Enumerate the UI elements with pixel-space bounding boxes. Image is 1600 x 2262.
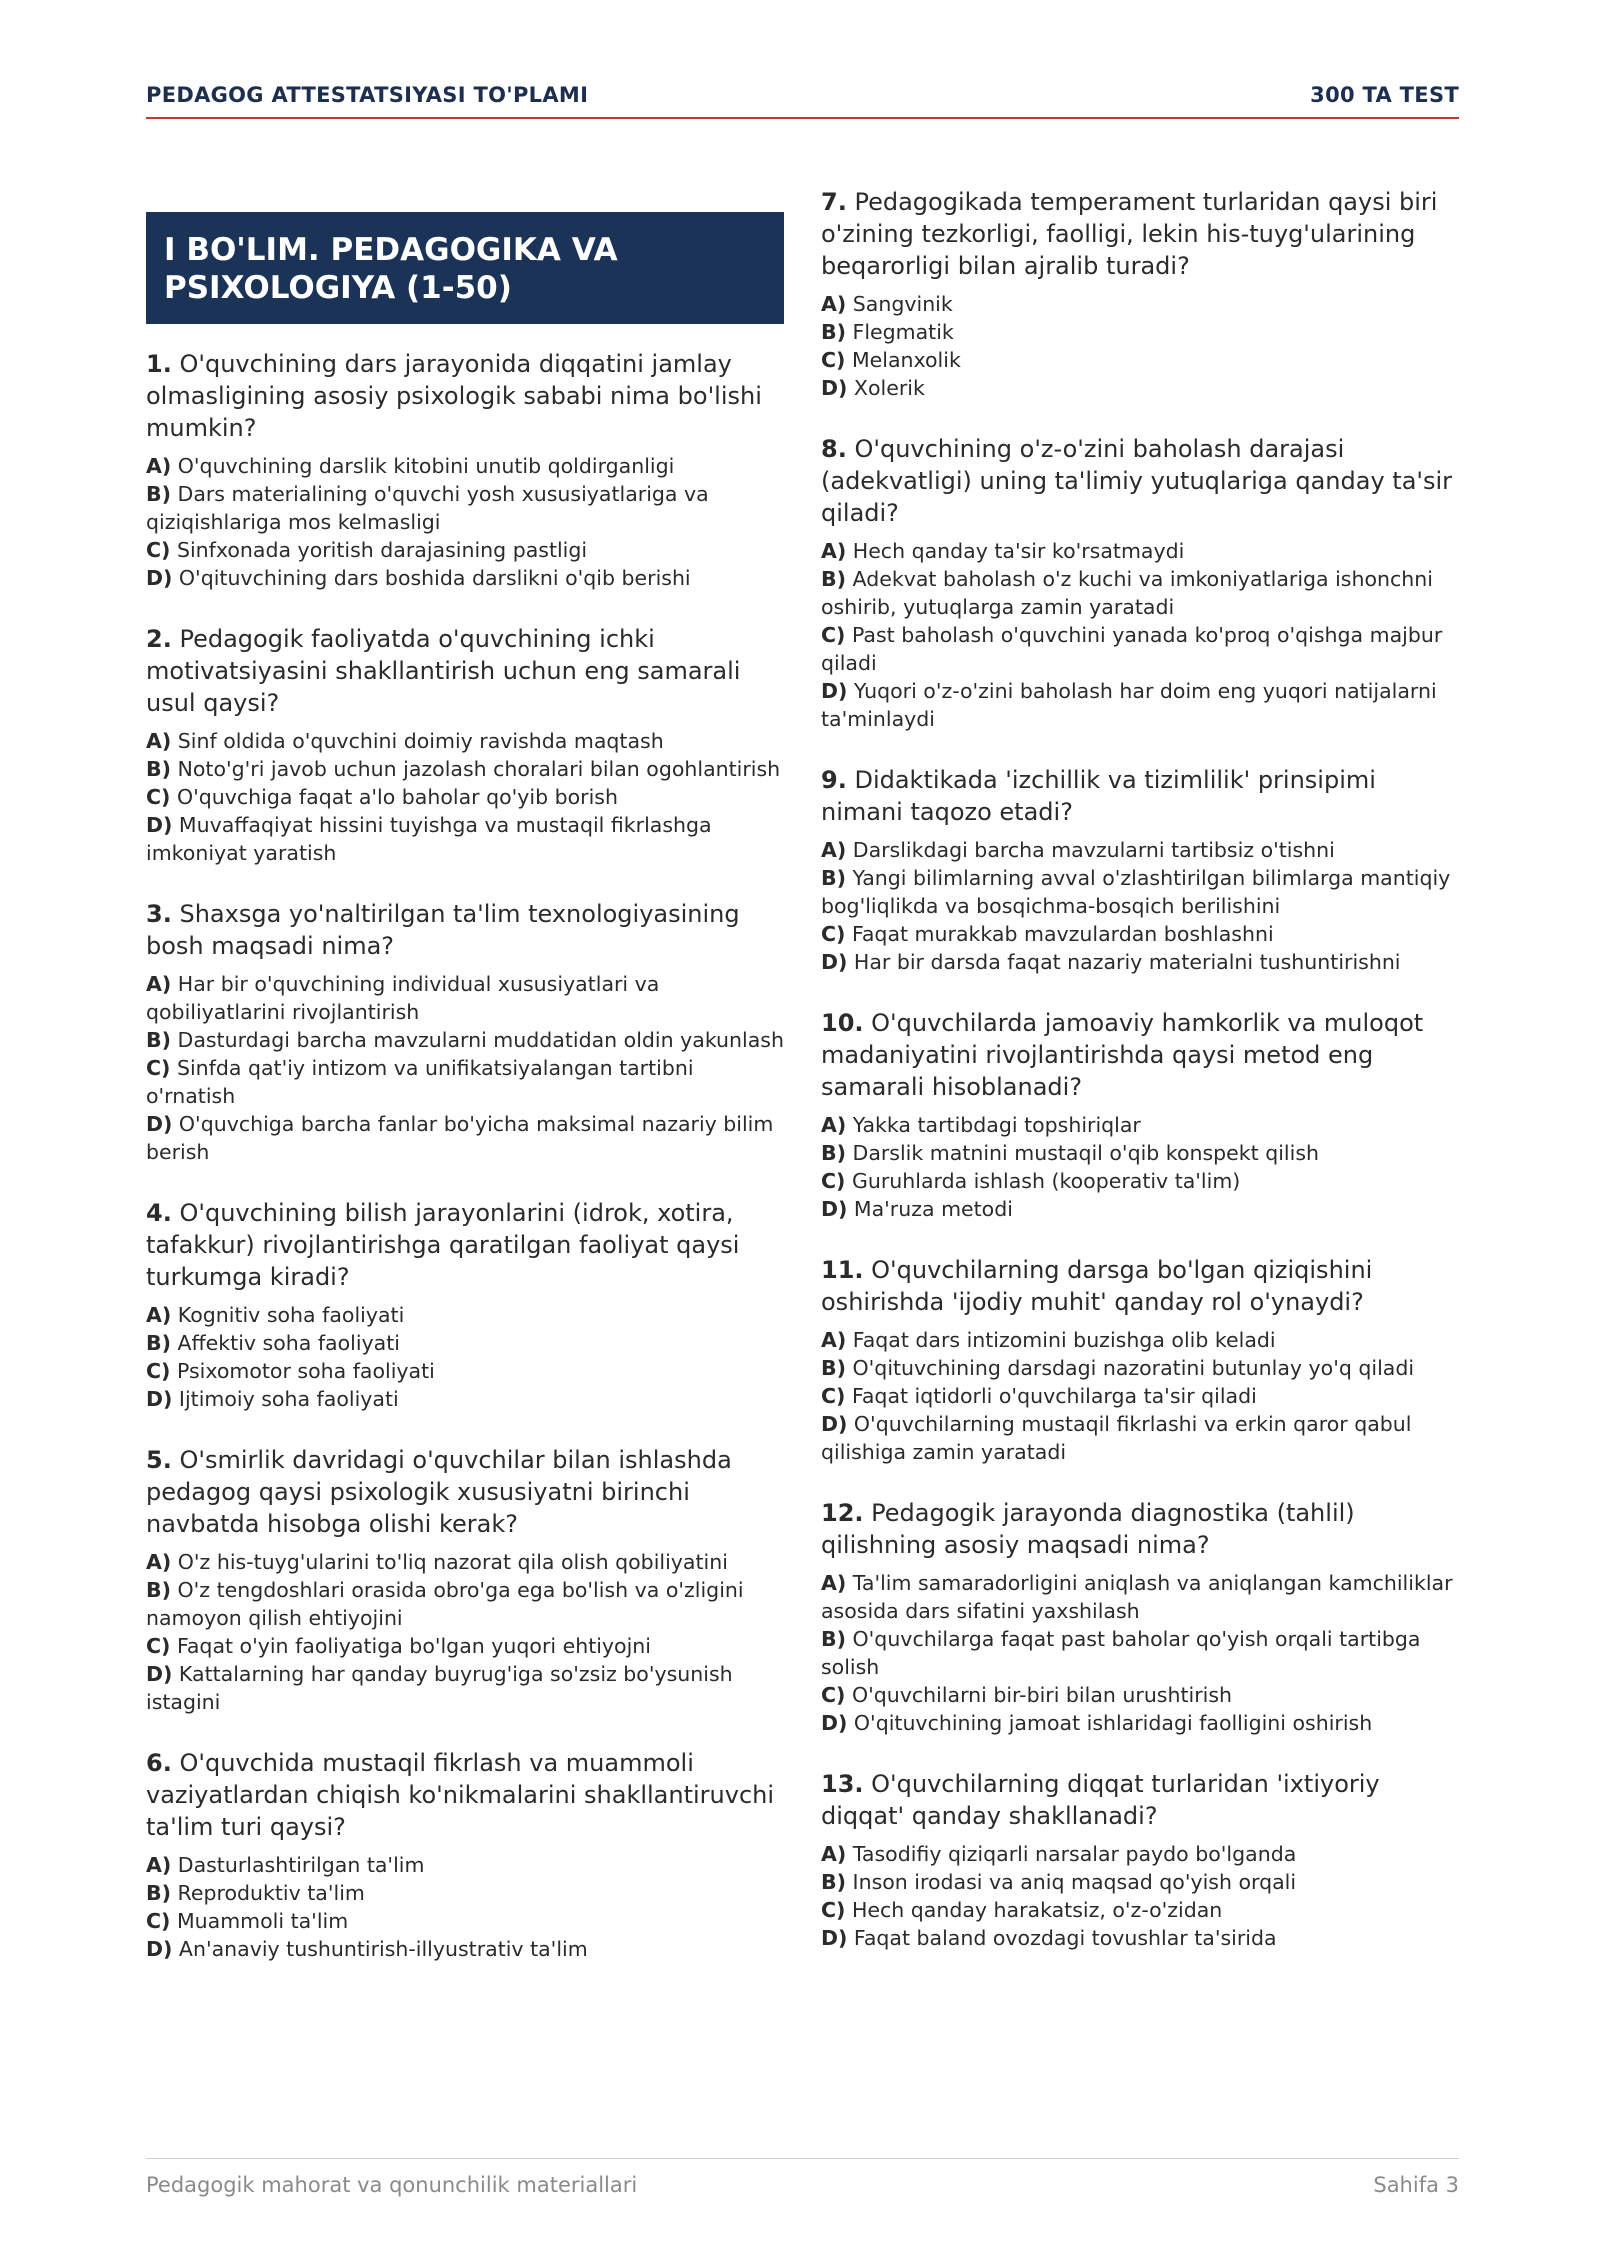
content-columns	[146, 186, 1459, 1994]
answer-option	[146, 1026, 784, 1054]
option-letter: B)	[146, 757, 171, 781]
answer-option	[821, 1111, 1459, 1139]
question-number: 4.	[146, 1199, 172, 1227]
option-letter: A)	[146, 1303, 172, 1327]
option-letter: C)	[146, 1056, 171, 1080]
option-letter: B)	[146, 1028, 171, 1052]
option-text: Past baholash o'quvchini yanada ko'proq o'qishga majbur qiladi	[821, 623, 1443, 675]
option-text: Ta'lim samaradorligini aniqlash va aniqlangan kamchiliklar asosida dars sifatini yaxshilash	[821, 1571, 1453, 1623]
option-letter: D)	[821, 376, 848, 400]
option-letter: A)	[146, 1853, 172, 1877]
question-text	[821, 433, 1459, 529]
answer-option	[146, 480, 784, 536]
question-item	[146, 1197, 784, 1413]
option-letter: B)	[821, 320, 846, 344]
option-text: O'z his-tuyg'ularini to'liq nazorat qila olish qobiliyatini	[177, 1550, 728, 1574]
option-text: Hech qanday harakatsiz, o'z-o'zidan	[851, 1898, 1223, 1922]
option-text: O'quvchilarning mustaqil fikrlashi va erkin qaror qabul qilishiga zamin yaratadi	[821, 1412, 1412, 1464]
option-letter: C)	[146, 1359, 171, 1383]
option-text: Yuqori o'z-o'zini baholash har doim eng yuqori natijalarni ta'minlaydi	[821, 679, 1437, 731]
option-text: Affektiv soha faoliyati	[177, 1331, 400, 1355]
option-text: Ijtimoiy soha faoliyati	[178, 1387, 399, 1411]
option-text: Muammoli ta'lim	[176, 1909, 349, 1933]
question-text	[146, 623, 784, 719]
answer-option	[821, 1868, 1459, 1896]
option-letter: B)	[821, 1356, 846, 1380]
option-text: O'quvchining darslik kitobini unutib qoldirganligi	[177, 454, 675, 478]
option-text: Ma'ruza metodi	[853, 1197, 1013, 1221]
option-letter: C)	[821, 1683, 846, 1707]
answer-option	[146, 1548, 784, 1576]
question-item	[821, 186, 1459, 402]
answer-option	[146, 1851, 784, 1879]
question-body: O'quvchida mustaqil fikrlash va muammoli vaziyatlardan chiqish ko'nikmalarini shakllantiruvchi ta'lim turi qaysi?	[146, 1749, 775, 1841]
option-letter: C)	[821, 348, 846, 372]
question-number: 5.	[146, 1446, 172, 1474]
question-text	[821, 1497, 1459, 1561]
question-body: O'quvchilarning darsga bo'lgan qiziqishini oshirishda 'ijodiy muhit' qanday rol o'ynaydi?	[821, 1256, 1373, 1316]
option-text: Adekvat baholash o'z kuchi va imkoniyatlariga ishonchni oshirib, yutuqlarga zamin yaratadi	[821, 567, 1433, 619]
option-letter: B)	[146, 1331, 171, 1355]
answer-option	[821, 1167, 1459, 1195]
question-body: O'quvchining dars jarayonida diqqatini jamlay olmasligining asosiy psixologik sababi nima bo'lishi mumkin?	[146, 350, 762, 442]
answer-option	[146, 811, 784, 867]
question-body: O'smirlik davridagi o'quvchilar bilan ishlashda pedagog qaysi psixologik xususiyatni birinchi navbatda hisobga olishi kerak?	[146, 1446, 732, 1538]
answer-option	[146, 1357, 784, 1385]
option-letter: D)	[146, 1387, 173, 1411]
answer-option	[146, 452, 784, 480]
header-test-count: 300 TA TEST	[1310, 83, 1459, 107]
question-text	[821, 1254, 1459, 1318]
option-text: Sinf oldida o'quvchini doimiy ravishda maqtash	[177, 729, 664, 753]
answer-option	[146, 727, 784, 755]
option-text: Yakka tartibdagi topshiriqlar	[852, 1113, 1141, 1137]
question-item	[821, 1254, 1459, 1466]
answer-option	[821, 1326, 1459, 1354]
option-text: Hech qanday ta'sir ko'rsatmaydi	[852, 539, 1185, 563]
answer-option	[821, 836, 1459, 864]
option-text: Sinfxonada yoritish darajasining pastligi	[176, 538, 588, 562]
option-letter: A)	[146, 972, 172, 996]
option-text: Flegmatik	[852, 320, 954, 344]
answer-option	[821, 1840, 1459, 1868]
option-text: Darslik matnini mustaqil o'qib konspekt qilish	[852, 1141, 1319, 1165]
question-body: Didaktikada 'izchillik va tizimlilik' prinsipimi nimani taqozo etadi?	[821, 766, 1376, 826]
question-item	[821, 764, 1459, 976]
question-body: Shaxsga yo'naltirilgan ta'lim texnologiyasining bosh maqsadi nima?	[146, 900, 740, 960]
answer-option	[821, 290, 1459, 318]
option-letter: D)	[146, 1662, 173, 1686]
question-text	[821, 1768, 1459, 1832]
option-letter: A)	[821, 1571, 847, 1595]
option-text: Darslikdagi barcha mavzularni tartibsiz o'tishni	[852, 838, 1335, 862]
answer-option	[146, 1385, 784, 1413]
question-number: 1.	[146, 350, 172, 378]
option-letter: D)	[821, 950, 848, 974]
answer-option	[821, 565, 1459, 621]
answer-option	[821, 1139, 1459, 1167]
answer-option	[821, 677, 1459, 733]
question-body: Pedagogikada temperament turlaridan qaysi biri o'zining tezkorligi, faolligi, lekin his-tuyg'ularining beqarorligi bilan ajralib turadi?	[821, 188, 1438, 280]
question-number: 8.	[821, 435, 847, 463]
option-letter: A)	[146, 729, 172, 753]
footer-source: Pedagogik mahorat va qonunchilik materiallari	[146, 2173, 638, 2197]
question-body: O'quvchining bilish jarayonlarini (idrok, xotira, tafakkur) rivojlantirishga qaratilgan faoliyat qaysi turkumga kiradi?	[146, 1199, 740, 1291]
option-text: O'qituvchining darsdagi nazoratini butunlay yo'q qiladi	[852, 1356, 1415, 1380]
option-text: Dars materialining o'quvchi yosh xususiyatlariga va qiziqishlariga mos kelmasligi	[146, 482, 709, 534]
question-item	[821, 1007, 1459, 1223]
option-letter: A)	[821, 838, 847, 862]
option-text: Har bir darsda faqat nazariy materialni tushuntirishni	[853, 950, 1401, 974]
option-letter: A)	[821, 1842, 847, 1866]
option-text: Sangvinik	[852, 292, 953, 316]
option-text: Muvaffaqiyat hissini tuyishga va mustaqil fikrlashga imkoniyat yaratish	[146, 813, 712, 865]
question-item	[821, 1768, 1459, 1952]
option-text: Sinfda qat'iy intizom va unifikatsiyalangan tartibni o'rnatish	[146, 1056, 694, 1108]
question-item	[146, 348, 784, 592]
option-letter: B)	[146, 1881, 171, 1905]
question-number: 9.	[821, 766, 847, 794]
answer-option	[146, 1110, 784, 1166]
option-letter: B)	[821, 1141, 846, 1165]
option-text: Dasturdagi barcha mavzularni muddatidan oldin yakunlash	[177, 1028, 784, 1052]
section-title: I BO'LIM. PEDAGOGIKA VA PSIXOLOGIYA (1-50)	[146, 212, 784, 324]
option-text: Faqat iqtidorli o'quvchilarga ta'sir qiladi	[851, 1384, 1257, 1408]
answer-option	[821, 346, 1459, 374]
answer-option	[146, 1660, 784, 1716]
answer-option	[821, 1410, 1459, 1466]
option-letter: C)	[146, 1634, 171, 1658]
option-text: O'z tengdoshlari orasida obro'ga ega bo'lish va o'zligini namoyon qilish ehtiyojini	[146, 1578, 744, 1630]
answer-option	[146, 1329, 784, 1357]
question-number: 10.	[821, 1009, 864, 1037]
option-text: Faqat baland ovozdagi tovushlar ta'sirida	[853, 1926, 1277, 1950]
option-text: Reproduktiv ta'lim	[177, 1881, 365, 1905]
question-text	[146, 348, 784, 444]
right-column	[821, 186, 1459, 1994]
question-text	[821, 186, 1459, 282]
question-number: 12.	[821, 1499, 864, 1527]
option-letter: A)	[146, 454, 172, 478]
question-number: 11.	[821, 1256, 864, 1284]
option-text: O'quvchiga barcha fanlar bo'yicha maksimal nazariy bilim berish	[146, 1112, 774, 1164]
answer-option	[146, 1301, 784, 1329]
answer-option	[821, 1924, 1459, 1952]
question-item	[821, 1497, 1459, 1737]
option-letter: B)	[821, 1870, 846, 1894]
option-letter: D)	[821, 679, 848, 703]
question-number: 2.	[146, 625, 172, 653]
option-letter: C)	[821, 1169, 846, 1193]
option-text: Psixomotor soha faoliyati	[176, 1359, 435, 1383]
question-item	[146, 1444, 784, 1716]
option-letter: C)	[821, 1898, 846, 1922]
question-item	[821, 433, 1459, 733]
answer-option	[821, 1709, 1459, 1737]
option-letter: B)	[146, 482, 171, 506]
option-text: Har bir o'quvchining individual xususiyatlari va qobiliyatlarini rivojlantirish	[146, 972, 660, 1024]
question-number: 3.	[146, 900, 172, 928]
answer-option	[146, 1576, 784, 1632]
answer-option	[821, 1354, 1459, 1382]
answer-option	[821, 864, 1459, 920]
question-body: Pedagogik jarayonda diagnostika (tahlil) qilishning asosiy maqsadi nima?	[821, 1499, 1355, 1559]
option-letter: B)	[821, 1627, 846, 1651]
option-text: Xolerik	[853, 376, 925, 400]
option-letter: D)	[146, 1112, 173, 1136]
answer-option	[821, 1896, 1459, 1924]
option-letter: C)	[146, 1909, 171, 1933]
option-text: Tasodifiy qiziqarli narsalar paydo bo'lganda	[852, 1842, 1297, 1866]
answer-option	[821, 374, 1459, 402]
answer-option	[821, 318, 1459, 346]
answer-option	[146, 564, 784, 592]
option-letter: A)	[821, 292, 847, 316]
question-number: 7.	[821, 188, 847, 216]
option-letter: B)	[821, 567, 846, 591]
option-text: Kattalarning har qanday buyrug'iga so'zsiz bo'ysunish istagini	[146, 1662, 733, 1714]
question-number: 6.	[146, 1749, 172, 1777]
answer-option	[146, 536, 784, 564]
option-letter: A)	[821, 539, 847, 563]
option-letter: C)	[821, 623, 846, 647]
option-letter: A)	[146, 1550, 172, 1574]
option-letter: A)	[821, 1328, 847, 1352]
header-title: PEDAGOG ATTESTATSIYASI TO'PLAMI	[146, 83, 589, 107]
option-letter: D)	[821, 1711, 848, 1735]
answer-option	[146, 1879, 784, 1907]
answer-option	[146, 1907, 784, 1935]
question-body: O'quvchilarning diqqat turlaridan 'ixtiyoriy diqqat' qanday shakllanadi?	[821, 1770, 1380, 1830]
answer-option	[146, 1935, 784, 1963]
option-text: Faqat o'yin faoliyatiga bo'lgan yuqori ehtiyojni	[176, 1634, 651, 1658]
answer-option	[821, 1569, 1459, 1625]
option-text: Dasturlashtirilgan ta'lim	[177, 1853, 425, 1877]
answer-option	[146, 1054, 784, 1110]
option-letter: D)	[146, 566, 173, 590]
option-text: Guruhlarda ishlash (kooperativ ta'lim)	[851, 1169, 1241, 1193]
option-letter: D)	[821, 1412, 848, 1436]
option-letter: B)	[146, 1578, 171, 1602]
question-body: O'quvchilarda jamoaviy hamkorlik va muloqot madaniyatini rivojlantirishda qaysi metod eng samarali hisoblanadi?	[821, 1009, 1424, 1101]
answer-option	[821, 537, 1459, 565]
question-text	[146, 1747, 784, 1843]
answer-option	[146, 970, 784, 1026]
answer-option	[821, 1625, 1459, 1681]
option-text: O'quvchilarni bir-biri bilan urushtirish	[851, 1683, 1233, 1707]
question-text	[146, 898, 784, 962]
option-text: O'quvchilarga faqat past baholar qo'yish orqali tartibga solish	[821, 1627, 1421, 1679]
option-letter: D)	[146, 1937, 173, 1961]
answer-option	[821, 1681, 1459, 1709]
page-number: Sahifa 3	[1373, 2173, 1459, 2197]
answer-option	[146, 783, 784, 811]
page-header	[146, 83, 1459, 119]
option-text: Noto'g'ri javob uchun jazolash choralari bilan ogohlantirish	[177, 757, 781, 781]
option-letter: D)	[821, 1197, 848, 1221]
option-text: Melanxolik	[851, 348, 961, 372]
question-text	[821, 1007, 1459, 1103]
option-text: Yangi bilimlarning avval o'zlashtirilgan bilimlarga mantiqiy bog'liqlikda va bosqichma-bosqich berilishini	[821, 866, 1451, 918]
answer-option	[821, 1382, 1459, 1410]
option-letter: C)	[821, 1384, 846, 1408]
page-footer	[146, 2158, 1459, 2197]
question-body: Pedagogik faoliyatda o'quvchining ichki motivatsiyasini shakllantirish uchun eng samarali usul qaysi?	[146, 625, 741, 717]
option-text: O'qituvchining jamoat ishlaridagi faolligini oshirish	[853, 1711, 1373, 1735]
option-text: Kognitiv soha faoliyati	[177, 1303, 405, 1327]
answer-option	[821, 1195, 1459, 1223]
option-letter: D)	[146, 813, 173, 837]
option-text: O'quvchiga faqat a'lo baholar qo'yib borish	[176, 785, 618, 809]
answer-option	[821, 948, 1459, 976]
question-body: O'quvchining o'z-o'zini baholash darajasi (adekvatligi) uning ta'limiy yutuqlariga qanday ta'sir qiladi?	[821, 435, 1453, 527]
option-letter: A)	[821, 1113, 847, 1137]
question-item	[146, 898, 784, 1166]
question-item	[146, 1747, 784, 1963]
option-letter: B)	[821, 866, 846, 890]
answer-option	[146, 1632, 784, 1660]
question-item	[146, 623, 784, 867]
left-column	[146, 186, 784, 1994]
question-text	[821, 764, 1459, 828]
option-letter: C)	[821, 922, 846, 946]
answer-option	[821, 621, 1459, 677]
option-letter: C)	[146, 785, 171, 809]
question-number: 13.	[821, 1770, 864, 1798]
answer-option	[821, 920, 1459, 948]
question-text	[146, 1197, 784, 1293]
option-text: O'qituvchining dars boshida darslikni o'qib berishi	[178, 566, 691, 590]
option-text: Inson irodasi va aniq maqsad qo'yish orqali	[852, 1870, 1297, 1894]
option-text: Faqat murakkab mavzulardan boshlashni	[851, 922, 1274, 946]
option-text: Faqat dars intizomini buzishga olib keladi	[852, 1328, 1276, 1352]
answer-option	[146, 755, 784, 783]
question-text	[146, 1444, 784, 1540]
option-letter: D)	[821, 1926, 848, 1950]
option-letter: C)	[146, 538, 171, 562]
option-text: An'anaviy tushuntirish-illyustrativ ta'lim	[178, 1937, 588, 1961]
